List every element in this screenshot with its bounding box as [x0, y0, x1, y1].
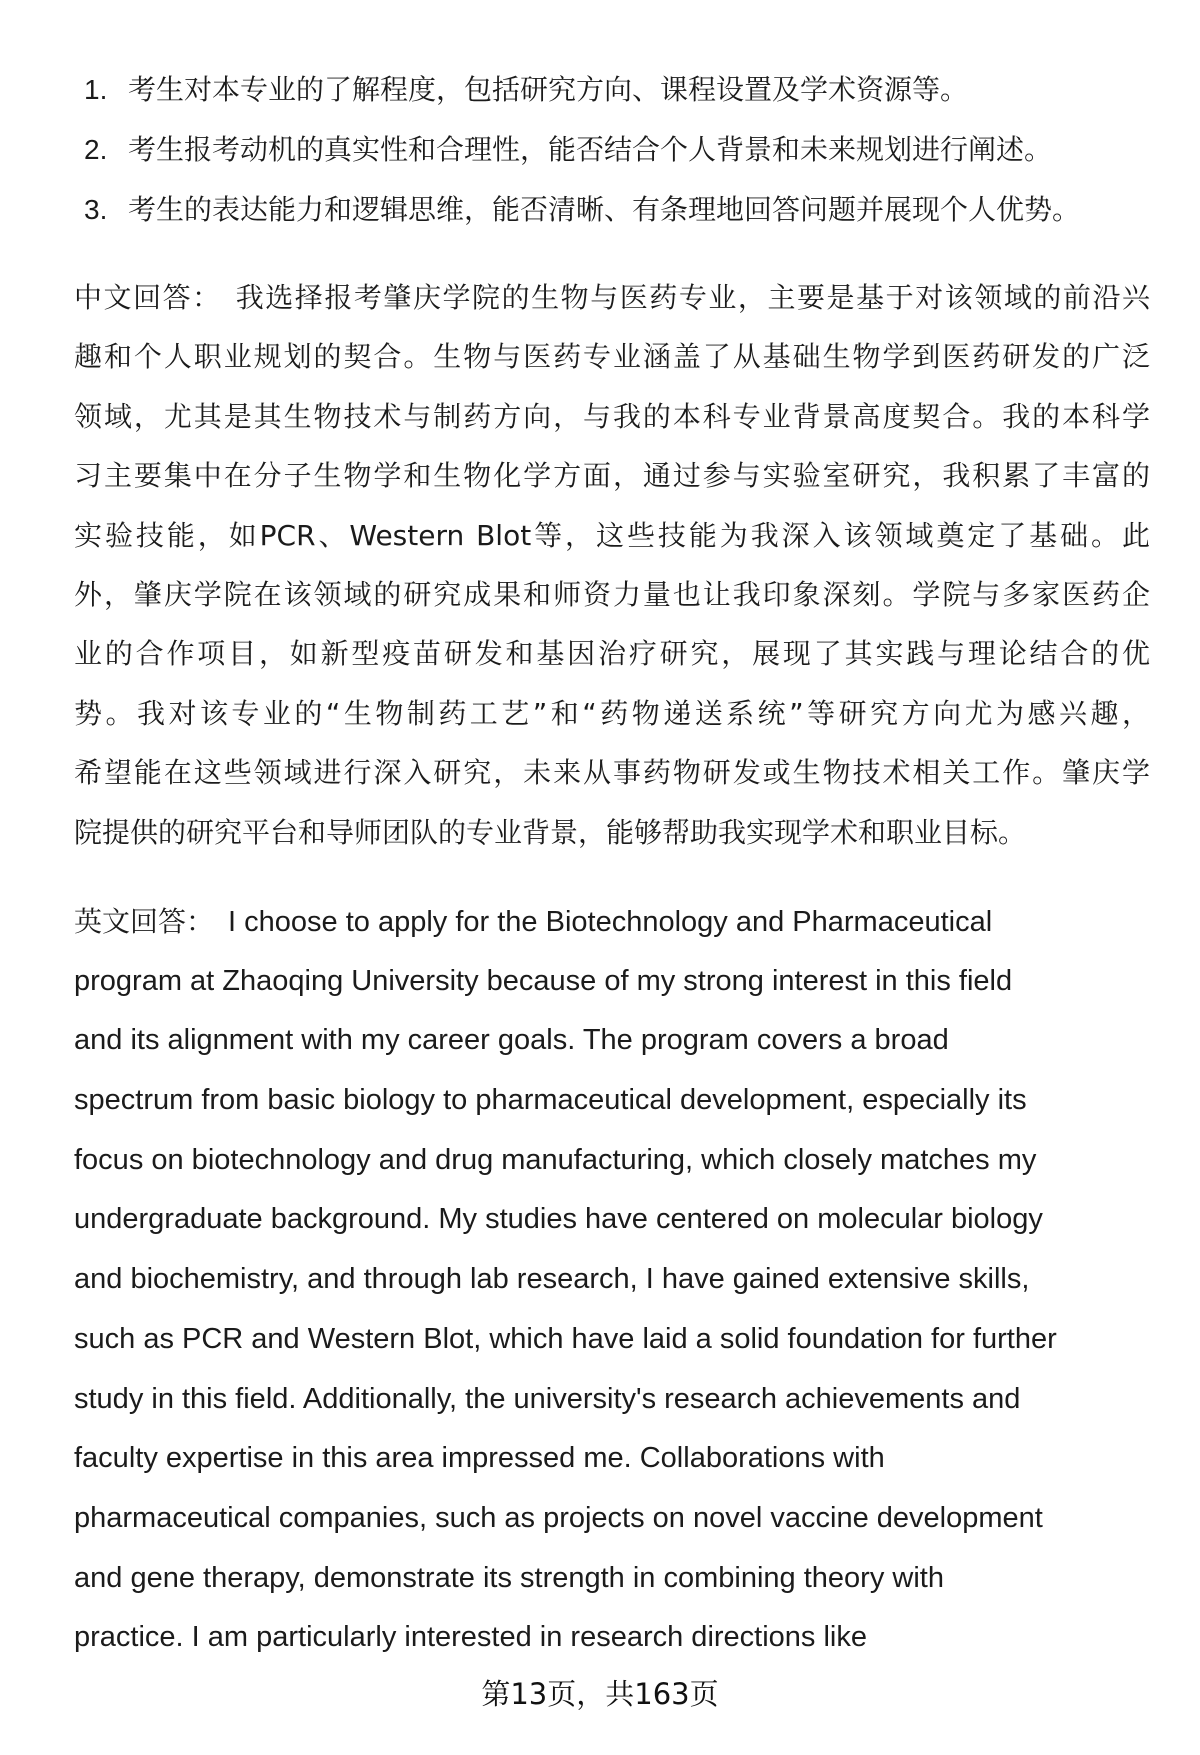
list-item: [0, 60, 1200, 120]
english-answer-line: focus on biotechnology and drug manufacturing, which closely matches my: [74, 1143, 1037, 1176]
chinese-answer-line: 院提供的研究平台和导师团队的专业背景，能够帮助我实现学术和职业目标。: [74, 815, 1027, 849]
list-text: 考生报考动机的真实性和合理性，能否结合个人背景和未来规划进行阐述。: [128, 133, 1053, 166]
english-answer-line: and biochemistry, and through lab research, I have gained extensive skills,: [74, 1263, 1030, 1296]
chinese-answer-line: 希望能在这些领域进行深入研究，未来从事药物研发或生物技术相关工作。肇庆学: [74, 756, 1150, 790]
chinese-answer: [74, 268, 1150, 862]
english-answer: [74, 892, 1150, 1668]
chinese-answer-line-text: 我选择报考肇庆学院的生物与医药专业，主要是基于对该领域的前沿兴: [235, 281, 1150, 314]
english-answer-line: undergraduate background. My studies have centered on molecular biology: [74, 1203, 1043, 1236]
chinese-answer-line: 习主要集中在分子生物学和生物化学方面，通过参与实验室研究，我积累了丰富的: [74, 459, 1150, 493]
list-number: 2.: [84, 134, 108, 165]
english-answer-line: practice. I am particularly interested in research directions like: [74, 1621, 867, 1654]
list-number: 1.: [84, 74, 108, 105]
criteria-list: [0, 60, 1200, 240]
chinese-answer-label: 中文回答：: [74, 281, 222, 314]
english-answer-line: and gene therapy, demonstrate its strength in combining theory with: [74, 1561, 944, 1594]
chinese-answer-line: 外，肇庆学院在该领域的研究成果和师资力量也让我印象深刻。学院与多家医药企: [74, 577, 1150, 611]
list-item: [0, 120, 1200, 180]
english-answer-line-text: I choose to apply for the Biotechnology and Pharmaceutical: [228, 906, 993, 938]
english-answer-line: program at Zhaoqing University because of my strong interest in this field: [74, 964, 1013, 997]
chinese-answer-line: 业的合作项目，如新型疫苗研发和基因治疗研究，展现了其实践与理论结合的优: [74, 637, 1150, 671]
chinese-answer-line: 势。我对该专业的“生物制药工艺”和“药物递送系统”等研究方向尤为感兴趣，: [74, 696, 1150, 730]
english-answer-line: [74, 892, 1150, 952]
english-answer-line: and its alignment with my career goals. The program covers a broad: [74, 1024, 949, 1057]
english-answer-line: pharmaceutical companies, such as projects on novel vaccine development: [74, 1501, 1043, 1534]
english-answer-line: such as PCR and Western Blot, which have laid a solid foundation for further: [74, 1322, 1057, 1355]
list-text: 考生的表达能力和逻辑思维，能否清晰、有条理地回答问题并展现个人优势。: [128, 193, 1081, 226]
list-text: 考生对本专业的了解程度，包括研究方向、课程设置及学术资源等。: [128, 73, 969, 106]
page-number: 第13页，共163页: [481, 1677, 719, 1711]
chinese-answer-line: 领域，尤其是其生物技术与制药方向，与我的本科专业背景高度契合。我的本科学: [74, 399, 1150, 433]
english-answer-line: study in this field. Additionally, the university's research achievements and: [74, 1382, 1021, 1415]
english-answer-line: faculty expertise in this area impressed me. Collaborations with: [74, 1442, 885, 1475]
list-number: 3.: [84, 194, 108, 225]
chinese-answer-line: [74, 268, 1150, 327]
list-item: [0, 180, 1200, 240]
english-answer-label: 英文回答：: [74, 905, 215, 938]
english-answer-line: spectrum from basic biology to pharmaceutical development, especially its: [74, 1084, 1027, 1117]
chinese-answer-line: 趣和个人职业规划的契合。生物与医药专业涵盖了从基础生物学到医药研发的广泛: [74, 340, 1150, 374]
chinese-answer-line: 实验技能，如PCR、Western Blot等，这些技能为我深入该领域奠定了基础。此: [74, 518, 1150, 552]
